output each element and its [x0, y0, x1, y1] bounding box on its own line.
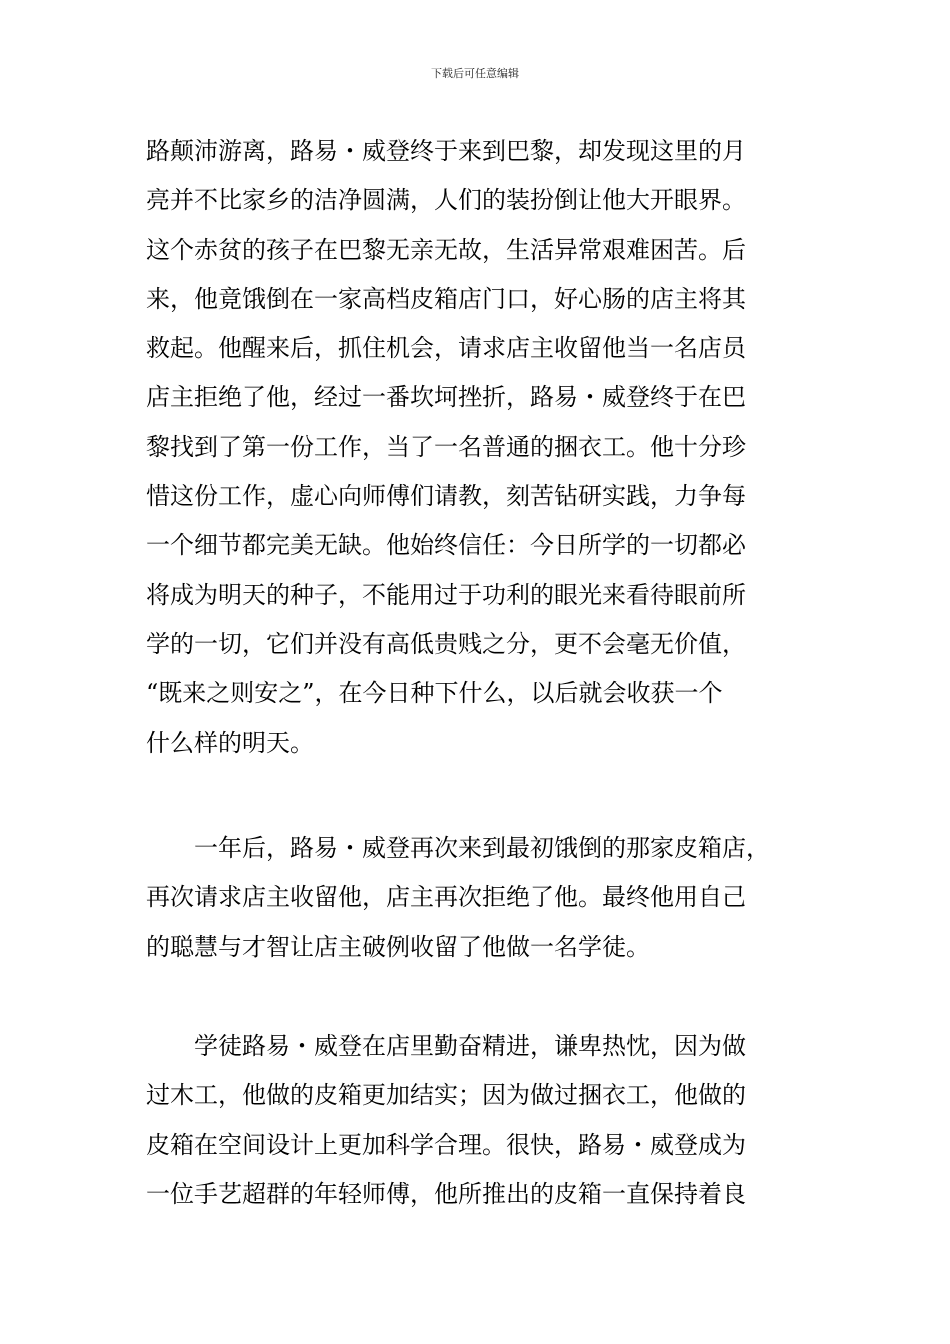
text-line: 一位手艺超群的年轻师傅，他所推出的皮箱一直保持着良 [146, 1179, 746, 1208]
paragraph [146, 1022, 818, 1219]
text-line: 学的一切，它们并没有高低贵贱之分，更不会毫无价值， [146, 629, 746, 658]
paragraph [146, 824, 818, 972]
text-line: 皮箱在空间设计上更加科学合理。很快，路易・威登成为 [146, 1130, 746, 1159]
text-line: “既来之则安之”，在今日种下什么，以后就会收获一个 [146, 679, 723, 708]
text-line: 再次请求店主收留他，店主再次拒绝了他。最终他用自己 [146, 883, 746, 912]
text-line: 的聪慧与才智让店主破例收留了他做一名学徒。 [146, 932, 650, 961]
text-line: 什么样的明天。 [146, 728, 314, 757]
text-line: 救起。他醒来后，抓住机会，请求店主收留他当一名店员 [146, 334, 746, 363]
paragraph [146, 127, 818, 768]
text-line: 一个细节都完美无缺。他始终信任：今日所学的一切都必 [146, 531, 746, 560]
text-line: 惜这份工作，虚心向师傅们请教，刻苦钻研实践，力争每 [146, 482, 746, 511]
text-line: 店主拒绝了他，经过一番坎坷挫折，路易・威登终于在巴 [146, 383, 746, 412]
text-line: 路颠沛游离，路易・威登终于来到巴黎，却发现这里的月 [146, 137, 746, 165]
text-line: 将成为明天的种子，不能用过于功利的眼光来看待眼前所 [146, 580, 746, 609]
text-line: 来，他竟饿倒在一家高档皮箱店门口，好心肠的店主将其 [146, 284, 746, 313]
text-line: 一年后，路易・威登再次来到最初饿倒的那家皮箱店， [146, 834, 770, 862]
text-line: 黎找到了第一份工作，当了一名普通的捆衣工。他十分珍 [146, 432, 746, 461]
text-line: 过木工，他做的皮箱更加结实；因为做过捆衣工，他做的 [146, 1081, 746, 1110]
text-line: 亮并不比家乡的洁净圆满，人们的装扮倒让他大开眼界。 [146, 186, 746, 215]
text-line: 这个赤贫的孩子在巴黎无亲无故，生活异常艰难困苦。后 [146, 235, 746, 264]
text-line: 学徒路易・威登在店里勤奋精进，谦卑热忱，因为做 [146, 1032, 746, 1060]
header-note: 下载后可任意编辑 [431, 67, 519, 80]
